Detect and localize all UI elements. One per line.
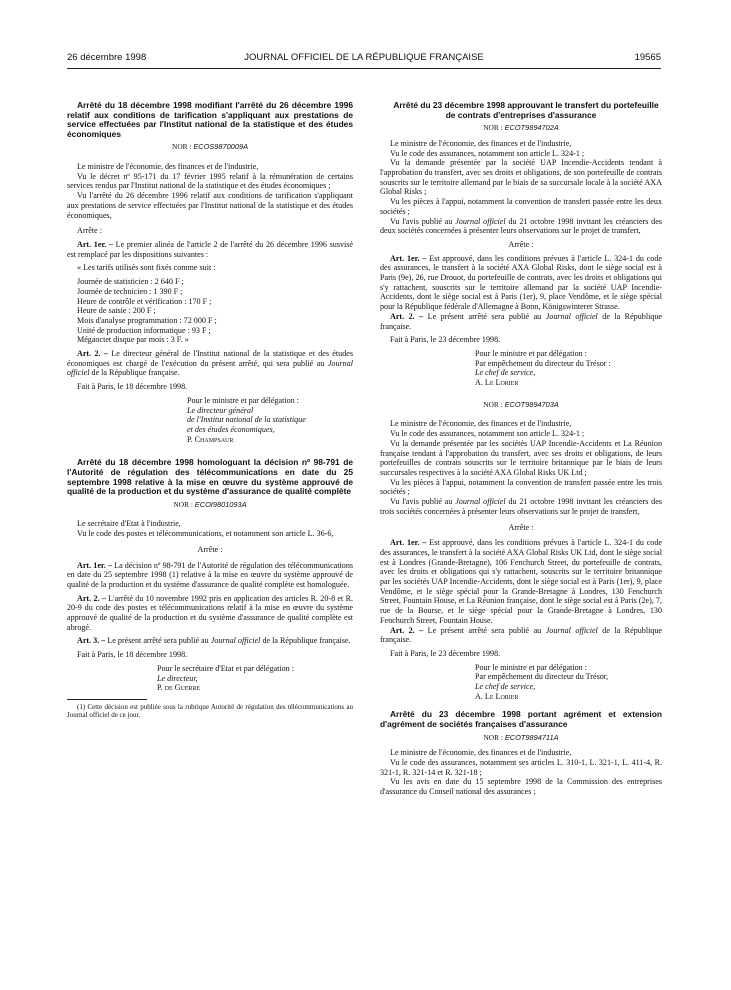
arrete-heading: Arrête :: [77, 226, 102, 236]
paragraph: Le ministre de l'économie, des finances et de l'industrie,: [390, 748, 572, 758]
article-label: Art. 1er. –: [390, 253, 427, 263]
article-label: Art. 2. –: [390, 625, 424, 635]
arrete-heading: Arrête :: [508, 522, 534, 532]
signatory-name: A. Le Lorier: [475, 691, 519, 701]
signatory-name: P. Champsaur: [187, 434, 234, 444]
paragraph: Vu les pièces à l'appui, notamment la convention de transfert passée entre les deux sociétés ;: [380, 197, 662, 216]
signature-block: Pour le ministre et par délégation : Le directeur général de l'Institut national de la statistique et des études économiques, P. Champsaur: [187, 396, 353, 445]
nor-reference: ECOT9894703A: [504, 399, 559, 409]
signature-date: Fait à Paris, le 18 décembre 1998.: [77, 650, 188, 660]
header-rule: [67, 68, 661, 69]
arrete-title: Arrêté du 23 décembre 1998 approuvant le transfert du portefeuille de contrats d'entreprises d'assurance: [393, 100, 659, 120]
article-2: Art. 2. – L'arrêté du 10 novembre 1992 pris en application des articles R. 20-8 et R. 20-9 du code des postes et télécommunications relatif à la mise en œuvre du système approuvé de qualité de la production et du système d'assurance de qualité complète est abrogé.: [67, 593, 353, 632]
article-label: Art. 1er. –: [77, 560, 112, 570]
tariff-list: [67, 263, 353, 345]
article-1: Art. 1er. – Est approuvé, dans les conditions prévues à l'article L. 324-1 du code des assurances, le transfert à la société AXA Global Risks UK Ltd, dont le siège social est à Londres (Grande-Bretagne), 106 Fenchurch Street, du portefeuille de contrats, avec les droits et obligations qui s'y rattachent, souscrits sur le territoire britannique par les sociétés UAP Incendie-Accidents, dont le siège social est à Paris (1er), 9, place Vendôme, et le siège spécial pour la Grande-Bretagne à Londres, 130 Fenchurch Street, Fountain House, et La Réunion française, dont le siège social est à Paris (2e), 7, rue de la Bourse, et le siège spécial pour la Grande-Bretagne à Londres, 130 Fenchurch Street, Fountain House.: [380, 538, 662, 625]
article-label: Art. 3. –: [77, 636, 106, 646]
list-item: Heure de contrôle et vérification : 170 F ;: [77, 296, 212, 306]
article-label: Art. 2. –: [77, 349, 108, 359]
signatory-name: A. Le Lorier: [475, 378, 519, 388]
list-item: Journée de technicien : 1 390 F ;: [77, 286, 183, 296]
signature-date: Fait à Paris, le 23 décembre 1998.: [390, 335, 501, 345]
article-label: Art. 2. –: [390, 311, 424, 321]
arrete-telecom: [67, 458, 353, 693]
paragraph: Vu les pièces à l'appui, notamment la convention de transfert passée entre les trois sociétés ;: [380, 477, 662, 497]
nor-line: NOR : ECOS9870009A: [171, 142, 249, 152]
paragraph: Vu les avis en date du 15 septembre 1998 de la Commission des entreprises d'assurance du Conseil national des assurances ;: [380, 777, 662, 797]
signatory-name: P. de Guerre: [157, 683, 201, 693]
paragraph: Le secrétaire d'Etat à l'industrie,: [77, 519, 181, 529]
arrete-title: Arrêté du 18 décembre 1998 homologuant la décision nº 98-791 de l'Autorité de régulation des télécommunications en date du 25 septembre 1998 relative à la mise en œuvre du système approuvé de qualité de la production et du système d'assurance de qualité complète: [67, 457, 353, 497]
paragraph: Vu le code des assurances, notamment son article L. 324-1 ;: [390, 429, 585, 439]
arrete-transfert-royaume-uni: [380, 400, 662, 702]
header-journal-title: JOURNAL OFFICIEL DE LA RÉPUBLIQUE FRANÇAISE: [244, 52, 484, 63]
header-page-number: 19565: [634, 52, 661, 63]
article-2: Art. 2. – Le présent arrêté sera publié au Journal officiel de la République française.: [380, 625, 663, 645]
arrete-heading: Arrête :: [197, 544, 223, 554]
arrete-transfert-allemagne: [380, 101, 662, 388]
list-item: Mois d'analyse programmation : 72 000 F ;: [77, 315, 217, 325]
list-item: Journée de statisticien : 2 640 F ;: [77, 277, 184, 287]
paragraph: Vu l'arrêté du 26 décembre 1996 relatif aux conditions de tarification s'appliquant aux prestations de service effectuées par l'Institut national de la statistique et des études économiques,: [67, 191, 353, 220]
paragraph: Vu l'avis publié au Journal officiel du 21 octobre 1998 invitant les créanciers des deux sociétés concernées à présenter leurs observations sur le projet de transfert,: [380, 216, 662, 236]
list-item: Heure de saisie : 200 F ;: [77, 306, 156, 316]
paragraph: Vu le décret nº 95-171 du 17 février 1995 relatif à la rémunération de certains services rendus par l'Institut national de la statistique et des études économiques ;: [67, 171, 353, 191]
paragraph: Vu l'avis publié au Journal officiel du 21 octobre 1998 invitant les créanciers des trois sociétés concernées à présenter leurs observations sur le projet de transfert,: [380, 497, 662, 516]
article-1: Art. 1er. – Le premier alinéa de l'article 2 de l'arrêté du 26 décembre 1996 susvisé est remplacé par les dispositions suivantes :: [67, 240, 354, 259]
left-column: [67, 101, 353, 719]
arrete-title: Arrêté du 23 décembre 1998 portant agrément et extension d'agrément de sociétés françaises d'assurance: [380, 709, 662, 730]
paragraph: Vu le code des assurances, notamment son article L. 324-1 ;: [390, 148, 585, 158]
nor-reference: ECOS9870009A: [193, 142, 249, 152]
signature-block: Pour le ministre et par délégation : Par empêchement du directeur du Trésor, Le chef de service, A. Le Lorier: [475, 663, 662, 702]
nor-reference: ECOI9801093A: [194, 499, 247, 509]
paragraph: Le ministre de l'économie, des finances et de l'industrie,: [390, 138, 572, 148]
signature-date: Fait à Paris, le 23 décembre 1998.: [390, 648, 501, 658]
article-1: Art. 1er. – La décision nº 98-791 de l'Autorité de régulation des télécommunications en date du 25 septembre 1998 (1) relative à la mise en œuvre du système approuvé de qualité de la production et du système d'assurance de qualité complète est homologuée.: [67, 560, 354, 589]
article-1: Art. 1er. – Est approuvé, dans les conditions prévues à l'article L. 324-1 du code des assurances, le transfert à la société AXA Global Risks, dont le siège social est à Paris (9e), 26, rue Drouot, du portefeuille de contrats, avec les droits et obligations qui s'y rattachent, souscrits sur le territoire allemand par la société UAP Incendie-Accidents, dont le siège social est à Paris (1er), 9, place Vendôme, et le siège spécial pour la République fédérale d'Allemagne à Bonn, Königswinterer Strasse.: [380, 253, 662, 312]
paragraph: Le ministre de l'économie, des finances et de l'industrie,: [390, 419, 572, 429]
nor-line: NOR : ECOT9894703A: [483, 399, 559, 409]
arrete-title: Arrêté du 18 décembre 1998 modifiant l'arrêté du 26 décembre 1996 relatif aux conditions de tarification s'appliquant aux prestations de service effectuées par l'Institut national de la statistique et des études économiques: [67, 100, 353, 139]
article-2: Art. 2. – Le directeur général de l'Institut national de la statistique et des études économiques est chargé de l'exécution du présent arrêté, qui sera publié au Journal officiel de la République française.: [67, 349, 353, 378]
list-item: « Les tarifs utilisés sont fixés comme suit :: [77, 263, 216, 273]
list-item: Unité de production informatique : 93 F ;: [77, 325, 211, 335]
signature-date: Fait à Paris, le 18 décembre 1998.: [77, 382, 188, 392]
article-label: Art. 1er. –: [390, 538, 427, 548]
article-2: Art. 2. – Le présent arrêté sera publié au Journal officiel de la République française.: [380, 311, 663, 331]
arrete-insee: [67, 101, 353, 444]
paragraph: Vu la demande présentée par la société UAP Incendie-Accidents tendant à l'approbation du transfert, avec ses droits et obligations, de son portefeuille de contrats souscrits sur le territoire allemand par le biais de sa succursale locale à la société AXA Global Risks ;: [380, 158, 662, 197]
header-date: 26 décembre 1998: [67, 52, 147, 63]
article-3: Art. 3. – Le présent arrêté sera publié au Journal officiel de la République française.: [77, 636, 351, 646]
list-item: Mégaoctet disque par mois : 3 F. »: [77, 335, 189, 345]
right-column: [380, 101, 662, 797]
nor-reference: ECOT9894711A: [504, 732, 559, 742]
nor-line: NOR : ECOT9894702A: [483, 123, 559, 133]
article-label: Art. 1er. –: [77, 240, 114, 249]
paragraph: Le ministre de l'économie, des finances et de l'industrie,: [77, 162, 259, 172]
arrete-agrement: [380, 710, 662, 796]
footnote: (1) Cette décision est publiée sous la rubrique Autorité de régulation des télécommunications au Journal officiel de ce jour.: [67, 702, 353, 719]
arrete-heading: Arrête :: [508, 239, 534, 249]
nor-line: NOR : ECOT9894711A: [483, 732, 559, 742]
paragraph: Vu la demande présentée par les sociétés UAP Incendie-Accidents et La Réunion française tendant à l'approbation du transfert, avec ses droits et obligations, de leurs portefeuilles de contrats souscrits sur le territoire britannique par le biais de leurs succursales respectives à la société AXA Global Risks UK Ltd ;: [380, 438, 662, 477]
nor-reference: ECOT9894702A: [504, 123, 559, 133]
signature-block: Pour le ministre et par délégation : Par empêchement du directeur du Trésor : Le chef de service, A. Le Lorier: [475, 349, 662, 388]
signature-block: Pour le secrétaire d'Etat et par délégation : Le directeur, P. de Guerre: [157, 664, 353, 693]
article-label: Art. 2. –: [77, 593, 106, 603]
nor-line: NOR : ECOI9801093A: [173, 499, 247, 509]
footnote-rule: [67, 699, 147, 700]
page-header: [67, 52, 661, 66]
paragraph: Vu le code des assurances, notamment ses articles L. 310-1, L. 321-1, L. 411-4, R. 321-1, R. 321-14 et R. 321-18 ;: [380, 758, 662, 777]
paragraph: Vu le code des postes et télécommunications, et notamment son article L. 36-6,: [77, 529, 334, 539]
